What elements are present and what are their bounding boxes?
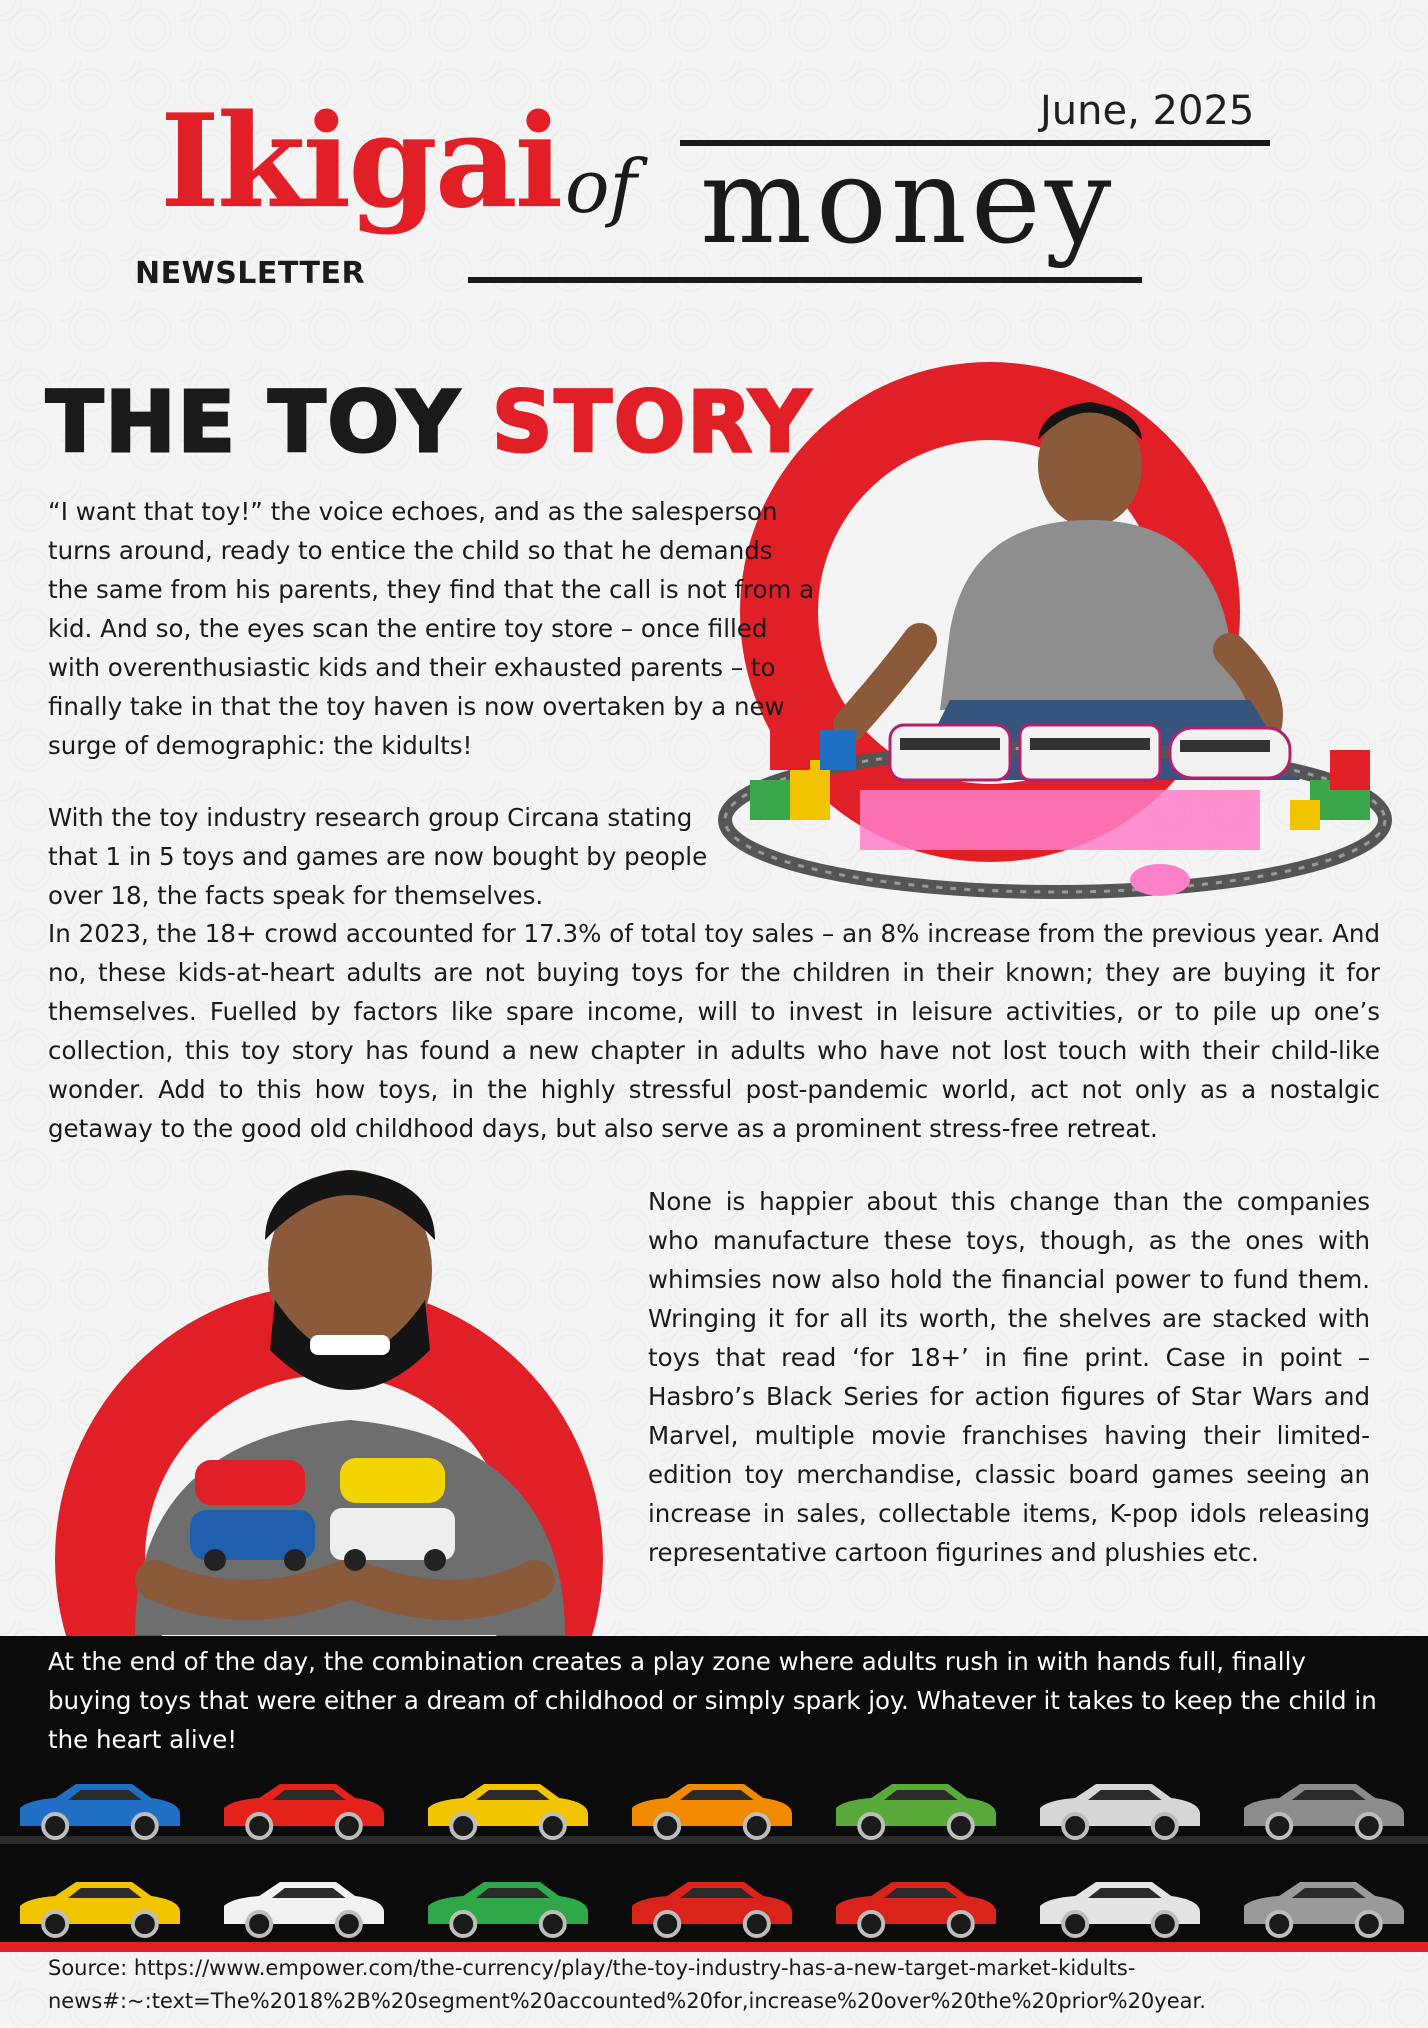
paragraph-intro: “I want that toy!” the voice echoes, and as the salesperson turns around, ready to entice the child so that he demands the same from his parents, they find that the call is not from a kid. And so, the eyes scan the entire toy store – once filled with overenthusiastic kids and their exhausted parents – to finally take in that the toy haven is now overtaken by a new surge of demographic: the kidults! [48,497,815,760]
title-part-two: STORY [492,373,813,471]
toy-car-row2-4 [836,1882,996,1936]
issue-date: June, 2025 [1040,88,1255,134]
hero-man-shirt [940,520,1250,710]
toy-car-row2-0 [20,1882,180,1936]
toy-car-row1-1 [224,1784,384,1838]
brand-money: money [700,132,1116,270]
toy-car-red [195,1460,305,1505]
newsletter-label: NEWSLETTER [135,256,366,291]
toy-car-row1-6 [1244,1784,1404,1838]
masthead-rule-bottom [468,277,1142,283]
toy-car-row2-2 [428,1882,588,1936]
brand-ikigai: Ikigai [160,87,561,237]
toy-car-row2-5 [1040,1882,1200,1936]
toy-car-row1-0 [20,1784,180,1838]
secondary-image [95,1140,575,1635]
toy-car-row1-3 [632,1784,792,1838]
toy-car-yellow [340,1458,445,1503]
toy-car-row2-6 [1244,1882,1404,1936]
footer-red-rule [0,1942,1428,1952]
toy-car-row1-4 [836,1784,996,1838]
toy-train-car [890,725,1010,780]
title-part-one: THE TOY [46,373,493,471]
brand-of: of [565,144,637,230]
article-title [46,373,813,471]
toy-car-row2-3 [632,1882,792,1936]
toy-car-shelves [0,1760,1428,1940]
paragraph-statistics: In 2023, the 18+ crowd accounted for 17.3% of total toy sales – an 8% increase from the previous year. And no, these kids-at-heart adults are not buying toys for the children in their known; they are buying it for themselves. Fuelled by factors like spare income, will to invest in leisure activities, or to pile up one’s collection, this toy story has found a new chapter in adults who have not lost touch with their child-like wonder. Add to this how toys, in the highly stressful post-pandemic world, act not only as a nostalgic getaway to the good old childhood days, but also serve as a prominent stress-free retreat. [48,919,1380,1143]
paragraph-companies: None is happier about this change than the companies who manufacture these toys, though, as the ones with whimsies now also hold the financial power to fund them. Wringing it for all its worth, the shelves are stacked with toys that read ‘for 18+’ in fine print. Case in point – Hasbro’s Black Series for action figures of Star Wars and Marvel, multiple movie franchises having their limited-edition toy merchandise, classic board games seeing an increase in sales, collectable items, K-pop idols releasing representative cartoon figurines and plushies etc. [648,1187,1370,1567]
source-citation: Source: https://www.empower.com/the-currency/play/the-toy-industry-has-a-new-target-market-kidults-news#:~:text=The%2018%2B%20segment%20accounted%20for,increase%20over%20the%20prior%20year. [48,1956,1206,2013]
paragraph-closing: At the end of the day, the combination creates a play zone where adults rush in with hands full, finally buying toys that were either a dream of childhood or simply spark joy. Whatever it takes to keep the child in the heart alive! [48,1647,1377,1754]
paragraph-circana: With the toy industry research group Circana stating that 1 in 5 toys and games are now bought by people over 18, the facts speak for themselves. [48,803,708,910]
toy-car-row1-2 [428,1784,588,1838]
toy-car-row2-1 [224,1882,384,1936]
toy-car-row1-5 [1040,1784,1200,1838]
